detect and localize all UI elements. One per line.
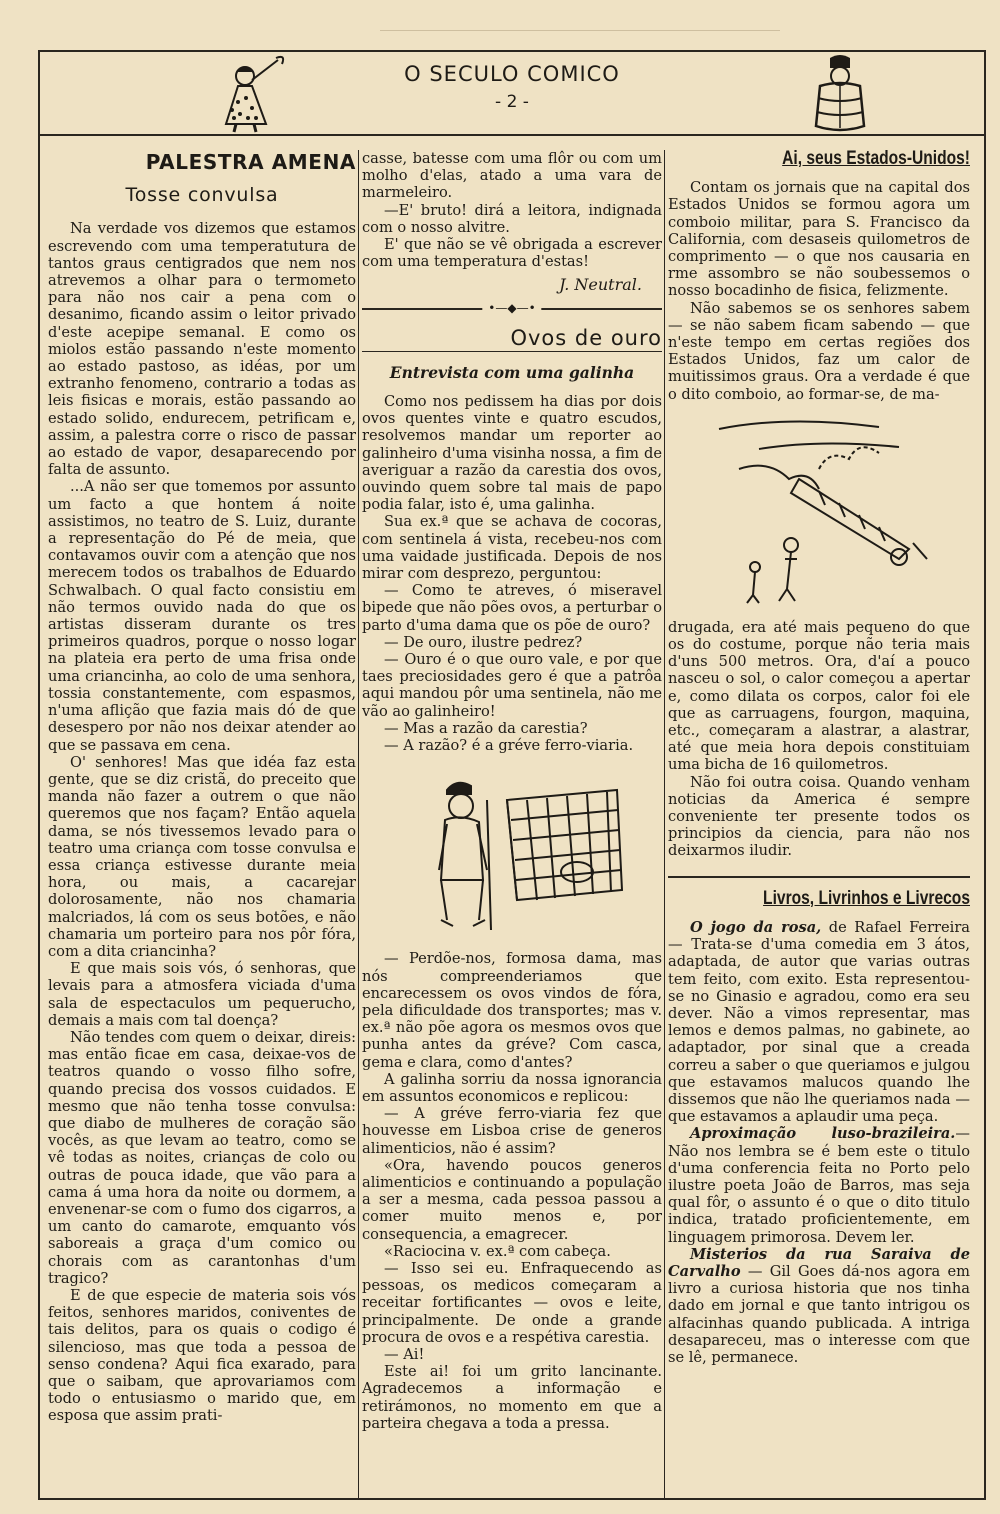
paragraph: — A gréve ferro-viaria fez que houvesse em Lisboa crise de generos alimenticios, não é assim? [362, 1105, 662, 1157]
paragraph: O' senhores! Mas que idéa faz esta gente, que se diz cristã, do preceito que manda não fazer a outrem o que não queremos que nos façam? Então aquela dama, se nós tivessemos levado para o teatro uma criança com tosse convulsa e essa criança estivesse durante meia hora, ou mais, a cacarejar dolorosamente, não nos chamaria malcriados, lá com os seus botões, e não chamaria um porteiro para nos pôr fóra, com a dita criancinha? [48, 753, 356, 960]
paragraph: Como nos pedissem ha dias por dois ovos quentes vinte e quatro escudos, resolvemos mandar um reporter ao galinheiro d'uma visinha nossa, a fim de averiguar a razão da carestia dos ovos, ouvindo quem sobre tal mais de papo podia falar, isto é, uma galinha. [362, 393, 662, 514]
paragraph: — Ai! [384, 1345, 425, 1363]
paragraph: — Mas a razão da carestia? [384, 719, 588, 737]
book-review-text: — Gil Goes dá-nos agora em livro a curiosa historia que nos tinha dado em jornal e que tanto intrigou os alfacinhas quando publicada. A intriga desapareceu, mas o interesse com que se lê, permanece. [668, 1262, 970, 1366]
paragraph: ...A não ser que tomemos por assunto um facto a que hontem á noite assistimos, no teatro de S. Luiz, durante a representação do Pé de meia, que contavamos ouvir com a atenção que nos merecem todos os trabalhos de Eduardo Schwalbach. O qual facto consistiu em não termos ouvido nada do que os artistas disseram durante os tres primeiros quadros, porque o nosso logar na plateia era perto de uma frisa onde uma criancinha, ao colo de uma senhora, tossia constantemente, com espasmos, n'uma aflição que fazia mais dó de que desespero por não nos deixar atender ao que se passava em cena. [48, 478, 356, 754]
ornament-glyph: •—◆—• [482, 300, 541, 317]
article-title: Ai, seus Estados-Unidos! [782, 148, 970, 169]
section-title: PALESTRA AMENA [145, 150, 356, 174]
paragraph: — De ouro, ilustre pedrez? [384, 633, 583, 651]
book-review [668, 1246, 970, 1366]
paragraph: E de que especie de materia sois vós feitos, senhores maridos, coniventes de tais delitos, para os quais o codigo é silencioso, mas que toda a pessoa de senso condena? Aqui fica exarado, para que o saibam, que aprovariamos com todo o entusiasmo o marido que, em esposa que assim prati- [48, 1287, 356, 1425]
paragraph: Na verdade vos dizemos que estamos escrevendo com uma temperatutura de tantos graus centigrados que nem nos atrevemos a olhar para o termometo para não nos cair a pena com o desanimo, ficando assim o leitor privado d'este acepipe semanal. E como os miolos estão passando n'este momento ao estado pastoso, as idéas, por um extranho fenomeno, contrario a todas as leis fisicas e morais, estão passando ao estado solido, endurecem, petrificam e, assim, a palestra corre o risco de passar ao estado de vapor, desaparecendo por falta de assunto. [48, 220, 356, 479]
article-title: Tosse convulsa [125, 184, 279, 207]
paragraph: A galinha sorriu da nossa ignorancia em assuntos economicos e replicou: [362, 1070, 662, 1105]
article-title: Ovos de ouro [362, 330, 662, 352]
paragraph: casse, batesse com uma flôr ou com um molho d'elas, atado a uma vara de marmeleiro. [362, 150, 662, 202]
bleed-through-rule [380, 30, 780, 41]
paragraph: E que mais sois vós, ó senhoras, que levais para a atmosfera viciada d'uma sala de espectaculos um pequerucho, demais a mais com tal doença? [48, 960, 356, 1029]
paragraph: drugada, era até mais pequeno do que os do costume, porque não teria mais d'uns 500 metros. Ora, d'aí a pouco nasceu o sol, o calor começou a apertar e, como dilata os corpos, calor foi ele que as carruagens, fourgon, maquina, etc., começaram a alastrar, a alastrar, até que meia hora depois constituiam uma bicha de 16 quilometros. [668, 618, 970, 774]
article-subtitle: Entrevista com uma galinha [389, 362, 635, 382]
paragraph: —E' bruto! dirá a leitora, indignada com o nosso alvitre. [362, 201, 662, 236]
paragraph: Sua ex.ª que se achava de cocoras, com sentinela á vista, recebeu-nos com uma vaidade justificada. Depois de nos mirar com desprezo, perguntou: [362, 513, 662, 583]
paragraph: — Perdõe-nos, formosa dama, mas nós compreenderiamos que encarecessem os ovos vindos de fóra, pela dificuldade dos transportes; mas v. ex.ª não põe agora os mesmos ovos que punha antes da gréve? Com casca, gema e clara, como d'antes? [362, 950, 662, 1071]
column-rule [358, 150, 359, 1500]
section-divider [668, 876, 970, 878]
paragraph: Contam os jornais que na capital dos Estados Unidos se formou agora um comboio militar, para S. Francisco da California, com desaseis quilometros de comprimento — o que nos causaria en rme assombro se não soubessemos o nosso bocadinho de fisica, felizmente. [668, 179, 970, 300]
section-title: Livros, Livrinhos e Livrecos [763, 887, 970, 909]
newspaper-title: O SECULO COMICO [404, 62, 620, 86]
book-review [668, 1125, 970, 1245]
column-1 [48, 150, 356, 1500]
author-signature: J. Neutral. [559, 275, 642, 295]
book-review [668, 919, 970, 1125]
page-number: - 2 - [495, 92, 529, 112]
book-title: Misterios da rua Saraiva de Carvalho [668, 1245, 970, 1280]
paragraph: — A razão? é a gréve ferro-viaria. [384, 737, 634, 755]
barrel-figure-icon [800, 54, 880, 134]
masthead [40, 52, 984, 136]
paragraph: Este ai! foi um grito lancinante. Agradecemos a informação e retirámonos, no momento em que a parteira chegava a toda a pressa. [362, 1363, 662, 1432]
column-2 [362, 150, 662, 1500]
paragraph: Não sabemos se os senhores sabem — se não sabem ficam sabendo — que n'este tempo em certas regiões dos Estados Unidos, faz um calor de muitissimos graus. Ora a verdade é que o dito comboio, ao formar-se, de ma- [668, 299, 970, 403]
paragraph: — Isso sei eu. Enfraquecendo as pessoas, os medicos começaram a receitar fortificantes — ovos e leite, principalmente. De onde a grande procura de ovos e a respétiva carestia. [362, 1259, 662, 1346]
book-review-text: de Rafael Ferreira — Trata-se d'uma comedia em 3 átos, adaptada, de autor que varias outras tem feito, com exito. Esta representou-se no Ginasio e agradou, como era seu dever. Não a vimos representar, mas lemos e demos palmas, no gabinete, ao adaptador, por sinal que a creada correu a saber o que queriamos e julgou que estavamos malucos quando lhe dissemos que não lhe queriamos nada — que estavamos a aplaudir uma peça. [668, 918, 970, 1126]
column-3 [668, 150, 970, 1500]
paragraph: E' que não se vê obrigada a escrever com uma temperatura d'estas! [362, 236, 662, 271]
book-title: O jogo da rosa, [690, 918, 822, 936]
ornamental-divider [362, 302, 662, 316]
book-title: Aproximação luso-brazileira. [690, 1125, 956, 1143]
paragraph: — Ouro é o que ouro vale, e por que taes preciosidades gero é que a patrôa aqui mandou pôr uma sentinela, não me vão ao galinheiro! [362, 651, 662, 720]
paragraph: «Ora, havendo poucos generos alimenticios e continuando a população a ser a mesma, cada pessoa passou a comer muito menos e, por consequencia, a emagrecer. [362, 1156, 662, 1243]
paragraph: — Como te atreves, ó miseravel bipede que não pões ovos, a perturbar o parto d'uma dama que os põe de ouro? [362, 582, 662, 634]
column-rule [664, 150, 665, 1500]
paragraph: Não tendes com quem o deixar, direis: mas então ficae em casa, deixae-vos de teatros quando o vosso filho sofre, quando precisa dos vossos cuidados. E mesmo que não tenha tosse convulsa: que diabo de mulheres de coração são vocês, as que levam ao teatro, como se vê todas as noites, crianças de colo ou outras de pouca idade, que vão para a cama á uma hora da noite ou dormem, a envenenar-se com o fumo dos cigarros, a um canto do camarote, emquanto vós saboreais a graça d'um comico ou chorais com as carantonhas d'um tragico? [48, 1028, 356, 1287]
paragraph: Não foi outra coisa. Quando venham noticias da America é sempre conveniente ter presente todos os principios da ciencia, para não nos deixarmos iludir. [668, 773, 970, 860]
book-review-text: — Não nos lembra se é bem este o titulo d'uma conferencia feita no Porto pelo ilustre poeta João de Barros, mas seja qual fôr, o assunto é o que o dito titulo indica, tratado proficientemente, em linguagem primorosa. Devem ler. [668, 1125, 970, 1246]
sentry-and-hen-illustration [387, 760, 637, 940]
train-illustration [699, 409, 939, 609]
paragraph: «Raciocina v. ex.ª com cabeça. [384, 1242, 611, 1260]
